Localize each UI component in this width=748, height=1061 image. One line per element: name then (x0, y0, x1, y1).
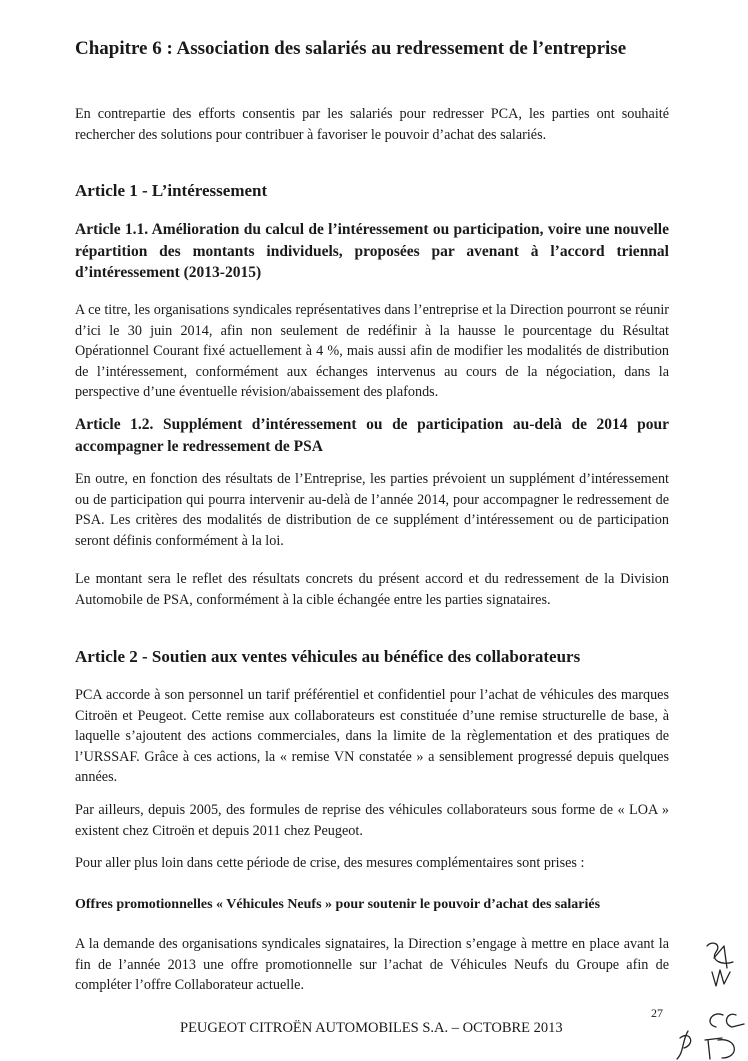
article-2-text-2: Par ailleurs, depuis 2005, des formules de reprise des véhicules collaborateurs sous forme de « LOA » existent chez Citroën et depuis 2011 chez Peugeot. (75, 802, 669, 839)
offers-title: Offres promotionnelles « Véhicules Neufs » pour soutenir le pouvoir d’achat des salariés (75, 897, 601, 912)
article-2-text-3: Pour aller plus loin dans cette période de crise, des mesures complémentaires sont prises : (75, 855, 585, 871)
article-1-2-text-2: Le montant sera le reflet des résultats concrets du présent accord et du redressement de la Division Automobile de PSA, conformément à la cible échangée entre les parties signataires. (75, 571, 669, 608)
article-2-title: Article 2 - Soutien aux ventes véhicules au bénéfice des collaborateurs (75, 647, 581, 666)
article-1-1-title: Article 1.1. Amélioration du calcul de l’intéressement ou participation, voire une nouvelle répartition des montants individuels, proposées par avenant à l’accord triennal d’intéressement (2013-2015) (75, 221, 669, 281)
article-1-1-text: A ce titre, les organisations syndicales représentatives dans l’entreprise et la Direction pourront se réunir d’ici le 30 juin 2014, afin non seulement de redéfinir à la hausse le pourcentage du Résultat Opérationnel Courant fixé actuellement à 4 %, mais aussi afin de modifier les modalités de distribution de l’intéressement, conformément aux échanges intervenus au cours de la négociation, dans la perspective d’une éventuelle révision/abaissement des plafonds. (75, 302, 669, 401)
chapter-title: Chapitre 6 : Association des salariés au redressement de l’entreprise (75, 38, 627, 59)
page-number: 27 (651, 1006, 663, 1020)
article-2-text-1: PCA accorde à son personnel un tarif préférentiel et confidentiel pour l’achat de véhicules des marques Citroën et Peugeot. Cette remise aux collaborateurs est constituée d’une remise structurelle de base, à laquelle s’ajoutent des actions commerciales, dans la limite de la règlementation et des pratiques de l’URSSAF. Grâce à ces actions, la « remise VN constatée » a sensiblement progressé depuis quelques années. (75, 687, 669, 786)
intro-paragraph: En contrepartie des efforts consentis par les salariés pour redresser PCA, les parties ont souhaité rechercher des solutions pour contribuer à favoriser le pouvoir d’achat des salariés. (75, 106, 669, 143)
article-1-title: Article 1 - L’intéressement (75, 181, 268, 200)
offers-text: A la demande des organisations syndicales signataires, la Direction s’engage à mettre en place avant la fin de l’année 2013 une offre promotionnelle sur l’achat de Véhicules Neufs du Groupe afin de compléter l’offre Collaborateur actuelle. (75, 936, 669, 994)
article-1-2-text-1: En outre, en fonction des résultats de l’Entreprise, les parties prévoient un supplément d’intéressement ou de participation qui pourra intervenir au-delà de l’année 2014, pour accompagner le redressement de PSA. Les critères des modalités de distribution de ce supplément d’intéressement ou de participation seront définis conformément à la loi. (75, 471, 669, 549)
footer: PEUGEOT CITROËN AUTOMOBILES S.A. – OCTOBRE 2013 (180, 1020, 563, 1036)
article-1-2-title: Article 1.2. Supplément d’intéressement ou de participation au-delà de 2014 pour accompagner le redressement de PSA (75, 416, 669, 455)
